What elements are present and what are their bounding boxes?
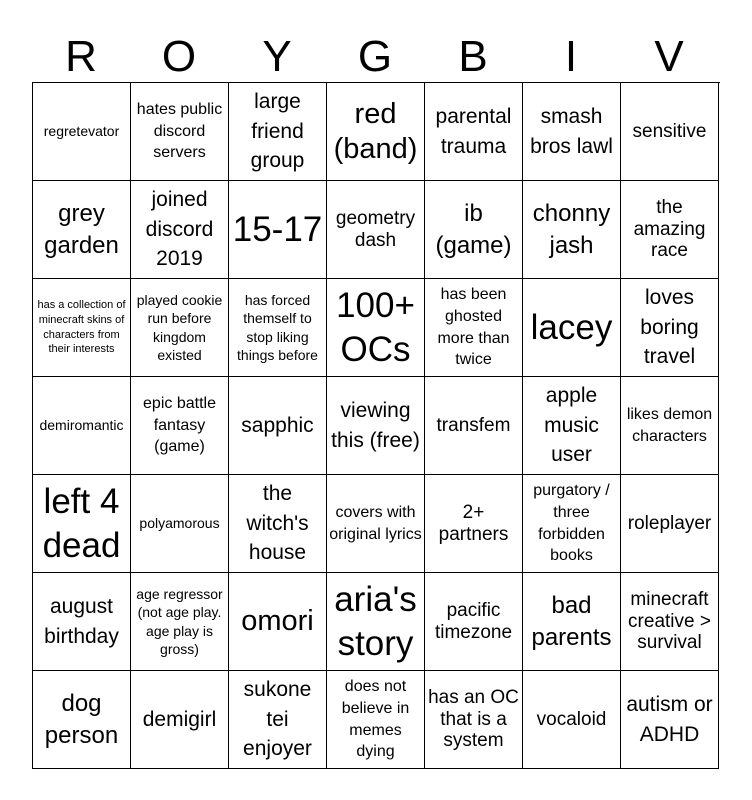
bingo-cell[interactable]: epic battle fantasy (game) — [131, 377, 229, 475]
bingo-cell[interactable]: does not believe in memes dying — [327, 671, 425, 769]
bingo-cell[interactable]: august birthday — [33, 573, 131, 671]
bingo-cell[interactable]: bad parents — [523, 573, 621, 671]
bingo-cell[interactable]: demigirl — [131, 671, 229, 769]
bingo-cell[interactable]: likes demon characters — [621, 377, 719, 475]
header-letter-i: I — [564, 32, 578, 81]
bingo-cell[interactable]: pacific timezone — [425, 573, 523, 671]
bingo-cell[interactable]: vocaloid — [523, 671, 621, 769]
header-letter-r: R — [65, 32, 97, 81]
header-letter-g: G — [357, 32, 393, 81]
bingo-cell[interactable]: demiromantic — [33, 377, 131, 475]
bingo-cell[interactable]: 100+ OCs — [327, 279, 425, 377]
bingo-cell[interactable]: roleplayer — [621, 475, 719, 573]
bingo-cell[interactable]: parental trauma — [425, 83, 523, 181]
bingo-cell[interactable]: red (band) — [327, 83, 425, 181]
bingo-cell[interactable]: 2+ partners — [425, 475, 523, 573]
header-letter-o: O — [161, 32, 197, 81]
bingo-header — [32, 32, 720, 82]
bingo-cell[interactable]: the amazing race — [621, 181, 719, 279]
bingo-cell[interactable]: the witch's house — [229, 475, 327, 573]
bingo-cell[interactable]: played cookie run before kingdom existed — [131, 279, 229, 377]
bingo-cell[interactable]: omori — [229, 573, 327, 671]
bingo-board — [32, 32, 720, 769]
bingo-cell[interactable]: polyamorous — [131, 475, 229, 573]
bingo-cell[interactable]: large friend group — [229, 83, 327, 181]
bingo-cell[interactable]: aria's story — [327, 573, 425, 671]
bingo-cell[interactable]: chonny jash — [523, 181, 621, 279]
bingo-cell[interactable]: loves boring travel — [621, 279, 719, 377]
bingo-cell[interactable]: covers with original lyrics — [327, 475, 425, 573]
bingo-cell[interactable]: grey garden — [33, 181, 131, 279]
bingo-cell[interactable]: transfem — [425, 377, 523, 475]
bingo-cell[interactable]: has an OC that is a system — [425, 671, 523, 769]
header-letter-v: V — [654, 32, 684, 81]
bingo-cell[interactable]: ib (game) — [425, 181, 523, 279]
bingo-cell[interactable]: apple music user — [523, 377, 621, 475]
bingo-cell[interactable]: age regressor (not age play. age play is gross) — [131, 573, 229, 671]
bingo-cell[interactable]: regretevator — [33, 83, 131, 181]
bingo-cell[interactable]: sukone tei enjoyer — [229, 671, 327, 769]
bingo-grid — [32, 82, 720, 769]
bingo-cell[interactable]: purgatory / three forbidden books — [523, 475, 621, 573]
bingo-cell[interactable]: smash bros lawl — [523, 83, 621, 181]
bingo-cell[interactable]: 15-17 — [229, 181, 327, 279]
bingo-cell[interactable]: hates public discord servers — [131, 83, 229, 181]
bingo-cell[interactable]: left 4 dead — [33, 475, 131, 573]
bingo-cell[interactable]: has a collection of minecraft skins of characters from their interests — [33, 279, 131, 377]
bingo-cell[interactable]: dog person — [33, 671, 131, 769]
bingo-cell[interactable]: minecraft creative > survival — [621, 573, 719, 671]
bingo-cell[interactable]: geometry dash — [327, 181, 425, 279]
bingo-cell[interactable]: joined discord 2019 — [131, 181, 229, 279]
bingo-cell[interactable]: has been ghosted more than twice — [425, 279, 523, 377]
bingo-cell[interactable]: lacey — [523, 279, 621, 377]
bingo-cell[interactable]: has forced themself to stop liking things before — [229, 279, 327, 377]
bingo-cell[interactable]: sensitive — [621, 83, 719, 181]
bingo-cell[interactable]: autism or ADHD — [621, 671, 719, 769]
header-letter-b: B — [458, 32, 488, 81]
bingo-cell[interactable]: sapphic — [229, 377, 327, 475]
bingo-cell[interactable]: viewing this (free) — [327, 377, 425, 475]
header-letter-y: Y — [262, 32, 292, 81]
